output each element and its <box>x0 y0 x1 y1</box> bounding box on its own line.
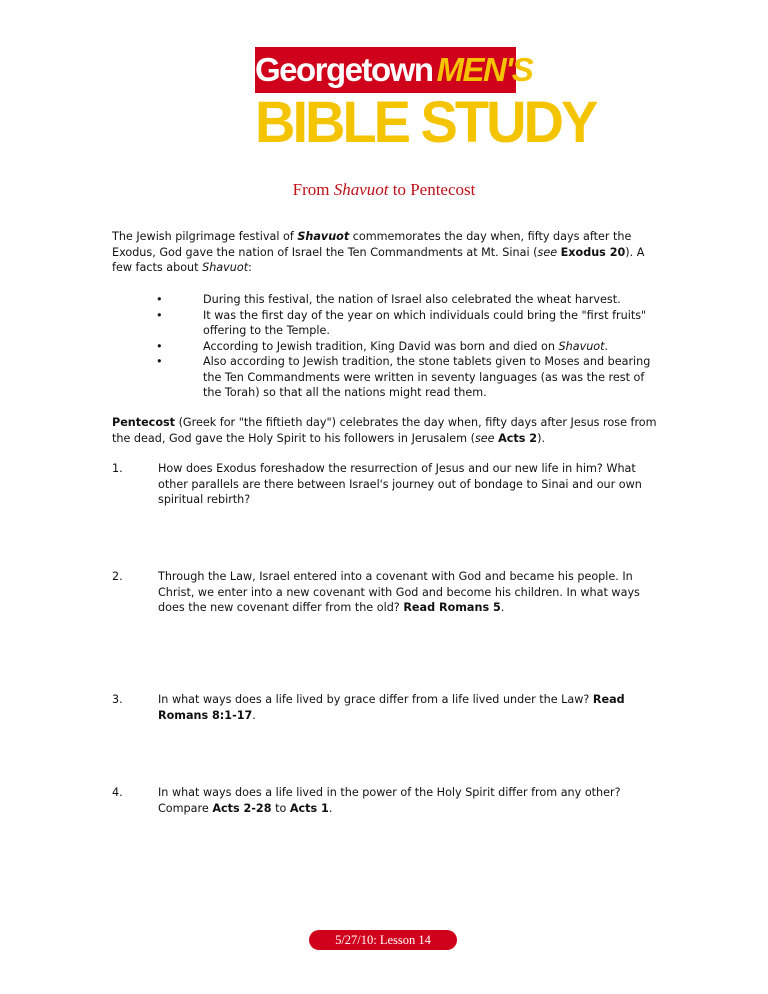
question-4 <box>112 785 658 816</box>
logo <box>255 47 596 155</box>
bullet: • <box>156 355 163 368</box>
facts-list <box>156 292 656 401</box>
question-ref-2: Acts 1 <box>289 801 329 815</box>
intro-text: ). A few facts about <box>112 245 645 274</box>
intro-text: : <box>248 261 252 274</box>
intro-shavuot-2: Shavuot <box>202 261 249 274</box>
fact-text: It was the first day of the year on which individuals could bring the "first fruits" offering to the Temple. <box>203 308 647 337</box>
pentecost-acts-ref: Acts 2 <box>498 431 538 445</box>
bullet: • <box>156 339 163 353</box>
title-italic: Shavuot <box>333 180 389 199</box>
intro-text: The Jewish pilgrimage festival of <box>112 230 298 243</box>
logo-line1: Georgetown <box>255 51 433 88</box>
bullet: • <box>156 293 163 306</box>
fact-end: . <box>604 339 609 353</box>
intro-shavuot: Shavuot <box>297 230 350 243</box>
pentecost-see: see <box>474 431 495 445</box>
list-item <box>156 308 656 339</box>
question-number: 1. <box>112 462 123 475</box>
question-body: In what ways does a life lived in the power of the Holy Spirit differ from any other? Compare <box>158 786 621 815</box>
pentecost-term: Pentecost <box>112 416 176 429</box>
pentecost-text: (Greek for "the fiftieth day") celebrates the day when, fifty days after Jesus rose from the dead, God gave the Holy Spirit to his followers in Jerusalem ( <box>112 416 657 445</box>
question-text <box>158 692 658 723</box>
lesson-footer-badge: 5/27/10: Lesson 14 <box>309 930 457 950</box>
logo-line2: BIBLE STUDY <box>255 88 596 155</box>
list-item <box>156 339 656 355</box>
question-text <box>158 461 658 508</box>
intro-exodus-ref: Exodus 20 <box>560 245 626 259</box>
list-item <box>156 354 656 401</box>
question-number: 2. <box>112 570 123 583</box>
logo-mens: MEN'S <box>436 51 533 88</box>
question-end: . <box>252 708 256 722</box>
question-text <box>158 569 658 616</box>
fact-italic: Shavuot <box>558 339 605 353</box>
question-2 <box>112 569 658 616</box>
question-body: Through the Law, Israel entered into a covenant with God and became his people. In Christ, we enter into a new covenant with God and become his children. In what ways does the new covenant differ from the old? <box>158 570 640 614</box>
fact-text: According to Jewish tradition, King David was born and died on <box>203 339 559 353</box>
title-part: From <box>292 180 334 199</box>
question-text <box>158 785 658 816</box>
intro-paragraph <box>112 229 658 276</box>
question-body: How does Exodus foreshadow the resurrection of Jesus and our new life in him? What other parallels are there between Israel's journey out of bondage to Sinai and our own spiritual rebirth? <box>158 462 642 506</box>
question-ref: Read Romans 8:1-17 <box>158 693 625 722</box>
fact-text: During this festival, the nation of Israel also celebrated the wheat harvest. <box>203 293 621 306</box>
bullet: • <box>156 308 163 322</box>
question-end: . <box>500 601 505 614</box>
question-mid: to <box>271 801 290 815</box>
question-3 <box>112 692 658 723</box>
question-ref: Acts 2-28 <box>212 801 272 815</box>
question-body: In what ways does a life lived by grace differ from a life lived under the Law? <box>158 693 593 706</box>
question-1 <box>112 461 658 508</box>
question-number: 4. <box>112 786 123 799</box>
logo-banner <box>255 47 533 93</box>
pentecost-paragraph <box>112 415 658 446</box>
intro-text: commemorates the day when, fifty days after the Exodus, God gave the nation of Israel the Ten Commandments at Mt. Sinai ( <box>112 230 632 259</box>
question-ref: Read Romans 5 <box>403 601 501 614</box>
intro-see: see <box>537 245 558 259</box>
list-item <box>156 292 656 308</box>
pentecost-text: ). <box>537 431 546 445</box>
question-number: 3. <box>112 693 123 706</box>
page-title <box>0 180 768 200</box>
title-part: to Pentecost <box>388 180 476 199</box>
question-end: . <box>328 801 333 815</box>
fact-text: Also according to Jewish tradition, the stone tablets given to Moses and bearing the Ten Commandments were written in seventy languages (as was the rest of the Torah) so that all the nations might read them. <box>203 355 651 399</box>
